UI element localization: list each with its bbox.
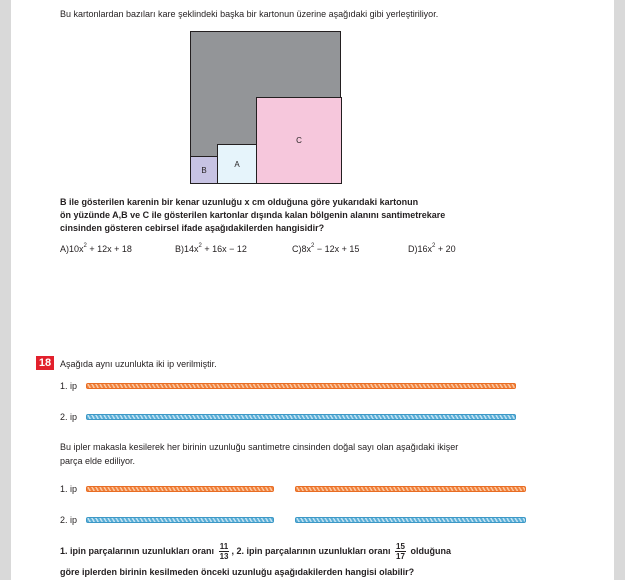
ratio-suffix: olduğuna (410, 546, 451, 556)
rope-2-label: 2. ip (60, 412, 78, 422)
option-a-rest: + 12x + 18 (86, 244, 132, 254)
rope-1-label: 1. ip (60, 381, 78, 391)
option-d[interactable] (408, 242, 456, 256)
question-line-1: B ile gösterilen karenin bir kenar uzunluğu x cm olduğuna göre yukarıdaki kartonun (60, 197, 419, 207)
option-d-letter: D) (408, 244, 418, 254)
ratio-middle: , 2. ipin parçalarının uzunlukları oranı (231, 546, 391, 556)
option-c-letter: C) (292, 244, 302, 254)
option-b[interactable] (175, 242, 247, 256)
ratio-1-fraction (219, 542, 230, 561)
option-b-exp: 2 (198, 243, 202, 249)
square-a (217, 144, 257, 184)
option-a[interactable] (60, 242, 132, 256)
ratio-1-denominator: 13 (219, 552, 229, 562)
ratio-2-fraction (395, 542, 406, 561)
ratio-1-numerator: 11 (219, 542, 229, 552)
option-c-rest: − 12x + 15 (314, 244, 360, 254)
square-b (190, 156, 218, 184)
square-c (256, 97, 342, 184)
ratio-prefix: 1. ipin parçalarının uzunlukları oranı (60, 546, 215, 556)
intro-text: Bu kartonlardan bazıları kare şeklindeki başka bir kartonun üzerine aşağıdaki gibi yerleştiriliyor. (60, 9, 439, 19)
cut-text-line-2: parça elde ediliyor. (60, 456, 136, 466)
rope-2-blue (86, 414, 516, 420)
cut-rope-1-label: 1. ip (60, 484, 78, 494)
ratio-2-numerator: 15 (396, 542, 405, 552)
square-b-label: B (201, 165, 207, 175)
rope-2-piece-1 (86, 517, 274, 523)
final-question-line: göre iplerden birinin kesilmeden önceki uzunluğu aşağıdakilerden hangisi olabilir? (60, 567, 415, 577)
option-b-letter: B) (175, 244, 184, 254)
question-number-badge: 18 (36, 356, 54, 370)
q18-intro: Aşağıda aynı uzunlukta iki ip verilmiştir. (60, 359, 217, 369)
square-a-label: A (234, 159, 240, 169)
cut-rope-2-label: 2. ip (60, 515, 78, 525)
option-b-rest: + 16x − 12 (201, 244, 247, 254)
option-c-term: 8x (301, 244, 312, 254)
rope-1-piece-1 (86, 486, 274, 492)
option-a-letter: A) (60, 244, 69, 254)
square-c-label: C (296, 136, 302, 145)
option-d-term: 16x (417, 244, 433, 254)
rope-1-piece-2 (295, 486, 526, 492)
ratio-sentence (60, 541, 451, 561)
option-a-term: 10x (69, 244, 84, 254)
question-line-2: ön yüzünde A,B ve C ile gösterilen kartonlar dışında kalan bölgenin alanını santimetrekare (60, 210, 446, 220)
option-c-exp: 2 (311, 243, 315, 249)
question-line-3: cinsinden gösteren cebirsel ifade aşağıdakilerden hangisidir? (60, 223, 325, 233)
cut-text-line-1: Bu ipler makasla kesilerek her birinin uzunluğu santimetre cinsinden doğal sayı olan aşağıdaki ikişer (60, 442, 459, 452)
option-d-exp: 2 (432, 243, 436, 249)
option-c[interactable] (292, 242, 359, 256)
option-d-rest: + 20 (435, 244, 456, 254)
option-b-term: 14x (184, 244, 199, 254)
rope-1-orange (86, 383, 516, 389)
option-a-exp: 2 (83, 243, 87, 249)
rope-2-piece-2 (295, 517, 526, 523)
ratio-2-denominator: 17 (396, 552, 405, 562)
